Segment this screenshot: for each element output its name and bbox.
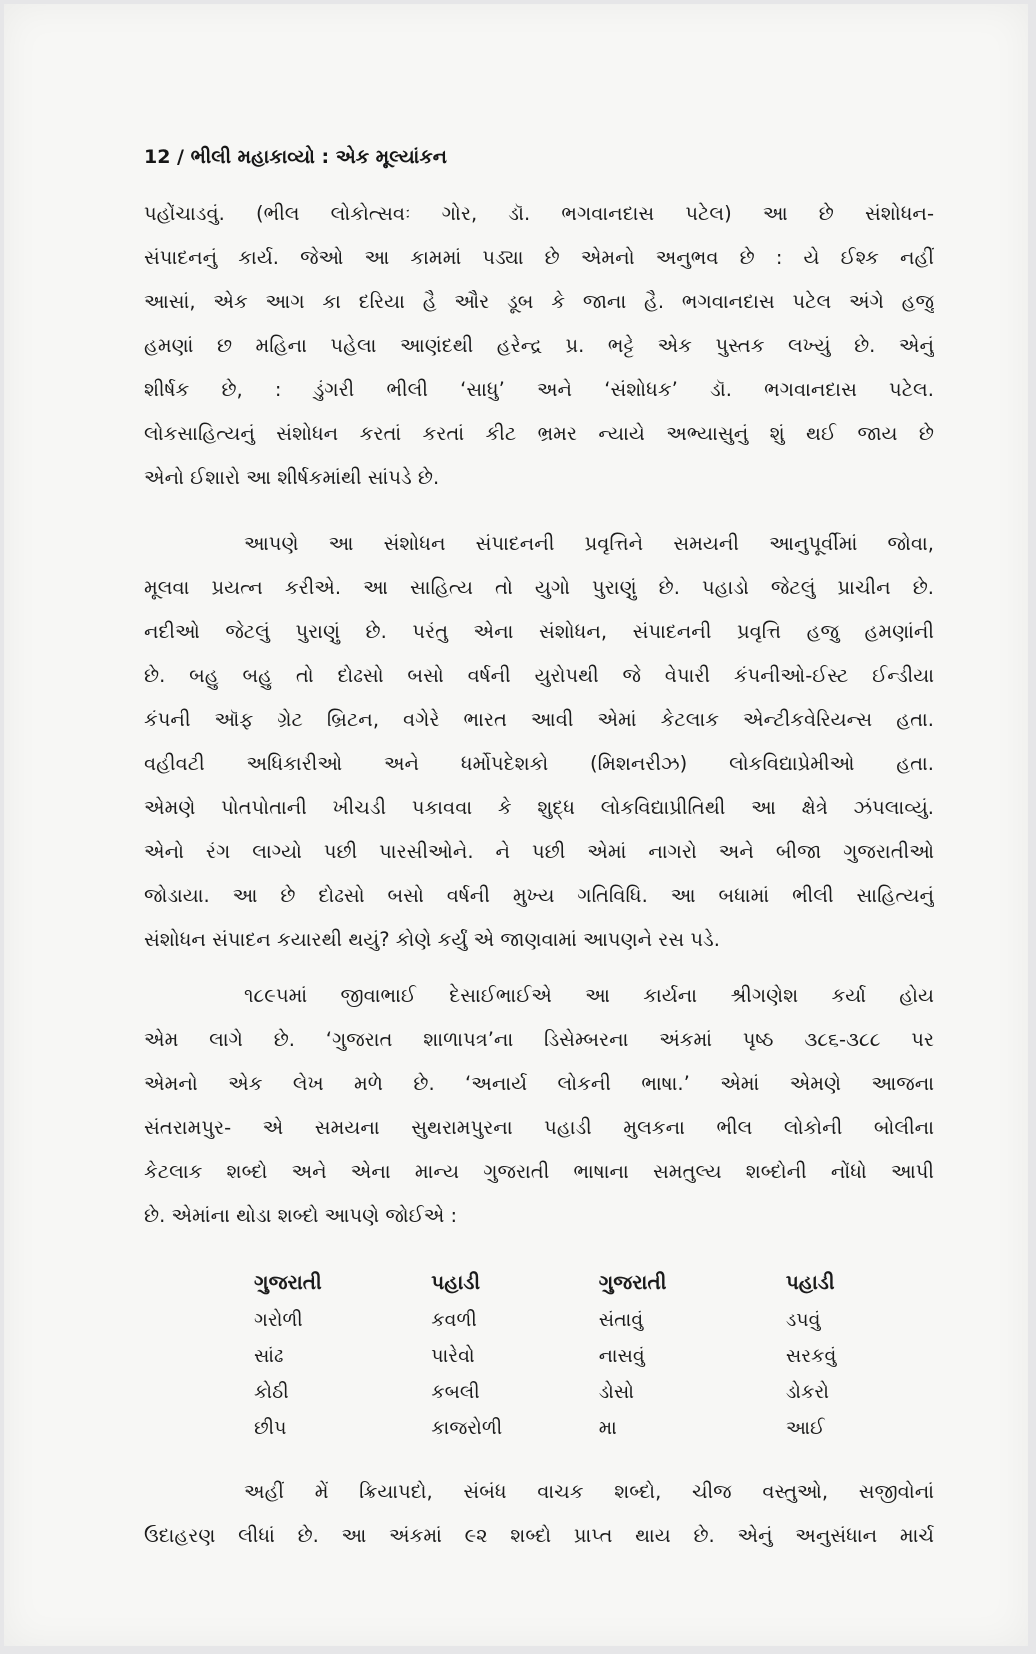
text-line: કંપની ઑફ ગ્રેટ બ્રિટન, વગેરે ભારત આવી એમાં કેટલાક એન્ટીકવેરિયન્સ હતા. [144,708,934,731]
paragraph-3 [144,974,934,1238]
column-header: પહાડી [431,1270,481,1294]
text-line: શીર્ષક છે, : ડુંગરી ભીલી ‘સાધુ’ અને ‘સંશોધક’ ડૉ. ભગવાનદાસ પટેલ. [144,378,934,401]
paragraph-2 [144,522,934,962]
table-row [204,1338,904,1374]
text-line: સંતરામપુર- એ સમયના સુથરામપુરના પહાડી મુલકના ભીલ લોકોની બોલીના [144,1116,934,1139]
text-line: સંશોધન સંપાદન કયારથી થયું? કોણે કર્યું એ જાણવામાં આપણને રસ પડે. [144,928,720,951]
table-cell: મા [598,1417,617,1439]
text-line: ઉદાહરણ લીધાં છે. આ અંકમાં ૯૨ શબ્દો પ્રાપ્ત થાય છે. એનું અનુસંધાન માર્ચ [144,1524,934,1547]
book-page [4,4,1028,1646]
table-cell: સાંઢ [254,1345,284,1367]
column-header: ગુજરાતી [254,1270,322,1294]
column-header: પહાડી [785,1270,835,1294]
text-line: આપણે આ સંશોધન સંપાદનની પ્રવૃત્તિને સમયની આનુપૂર્વીમાં જોવા, [244,532,934,555]
text-line: આસાં, એક આગ કા દરિયા હૈ ઔર ડૂબ કે જાના હૈ. ભગવાનદાસ પટેલ અંગે હજુ [144,290,934,313]
text-line: એમ લાગે છે. ‘ગુજરાત શાળાપત્ર’ના ડિસેમ્બરના અંકમાં પૃષ્ઠ ૩૮૬-૩૮૮ પર [144,1028,934,1051]
table-row [204,1302,904,1338]
table-cell: સંતાવું [598,1309,644,1331]
table-cell: કાજરોળી [431,1417,503,1439]
column-header: ગુજરાતી [598,1270,667,1294]
text-line: મૂલવા પ્રયત્ન કરીએ. આ સાહિત્ય તો યુગો પુરાણું છે. પહાડો જેટલું પ્રાચીન છે. [144,576,934,599]
table-cell: કબલી [431,1381,480,1403]
text-line: એનો ઈશારો આ શીર્ષકમાંથી સાંપડે છે. [144,466,440,489]
table-cell: નાસવું [598,1345,645,1367]
paragraph-4 [144,1470,934,1558]
table-cell: કવળી [431,1309,477,1331]
vocabulary-table [204,1262,904,1446]
text-line: વહીવટી અધિકારીઓ અને ધર્મોપદેશકો (મિશનરીઝ) લોકવિદ્યાપ્રેમીઓ હતા. [144,752,934,775]
text-line: કેટલાક શબ્દો અને એના માન્ય ગુજરાતી ભાષાના સમતુલ્ય શબ્દોની નોંધો આપી [144,1160,934,1183]
paragraph-1 [144,192,934,500]
table-cell: સરકવું [785,1345,837,1367]
table-cell: ડોસો [598,1381,635,1403]
running-header: 12 / ભીલી મહાકાવ્યો : એક મૂલ્યાંકન [144,146,447,168]
table-cell: પારેવો [431,1345,475,1367]
table-cell: છીપ [254,1417,287,1439]
text-line: એમનો એક લેખ મળે છે. ‘અનાર્ય લોકની ભાષા.’ એમાં એમણે આજના [144,1072,934,1095]
table-cell: આઈ [785,1417,825,1439]
text-line: ૧૮૯૫માં જીવાભાઈ દેસાઈભાઈએ આ કાર્યના શ્રીગણેશ કર્યા હોય [244,984,934,1007]
text-line: એનો રંગ લાગ્યો પછી પારસીઓને. ને પછી એમાં નાગરો અને બીજા ગુજરાતીઓ [144,840,934,863]
table-cell: ડોકરો [785,1381,829,1403]
table-cell: ડપવું [785,1309,821,1331]
text-line: પહોંચાડવું. (ભીલ લોકોત્સવઃ ગોર, ડૉ. ભગવાનદાસ પટેલ) આ છે સંશોધન- [144,202,934,225]
text-line: છે. બહુ બહુ તો દોઢસો બસો વર્ષની યુરોપથી જે વેપારી કંપનીઓ-ઈસ્ટ ઈન્ડીયા [144,664,934,687]
table-cell: કોઠી [254,1381,289,1403]
text-line: અહીં મેં ક્રિયાપદો, સંબંધ વાચક શબ્દો, ચીજ વસ્તુઓ, સજીવોનાં [244,1480,934,1503]
text-line: લોકસાહિત્યનું સંશોધન કરતાં કરતાં કીટ ભ્રમર ન્યાયે અભ્યાસુનું શું થઈ જાય છે [144,422,934,445]
table-row [204,1374,904,1410]
text-line: નદીઓ જેટલું પુરાણું છે. પરંતુ એના સંશોધન, સંપાદનની પ્રવૃત્તિ હજુ હમણાંની [144,620,934,643]
text-line: હમણાં છ મહિના પહેલા આણંદથી હરેન્દ્ર પ્ર. ભટ્ટે એક પુસ્તક લખ્યું છે. એનું [144,334,934,357]
text-line: જોડાયા. આ છે દોઢસો બસો વર્ષની મુખ્ય ગતિવિધિ. આ બધામાં ભીલી સાહિત્યનું [144,884,934,907]
text-line: છે. એમાંના થોડા શબ્દો આપણે જોઈએ : [144,1204,458,1227]
text-line: સંપાદનનું કાર્ય. જેઓ આ કામમાં પડ્યા છે એમનો અનુભવ છે : યે ઈશ્ક નહીં [144,246,934,269]
table-row [204,1410,904,1446]
table-cell: ગરોળી [254,1309,303,1331]
table-header-row [204,1262,904,1302]
text-line: એમણે પોતપોતાની ખીચડી પકાવવા કે શુદ્ધ લોકવિદ્યાપ્રીતિથી આ ક્ષેત્રે ઝંપલાવ્યું. [144,796,934,819]
